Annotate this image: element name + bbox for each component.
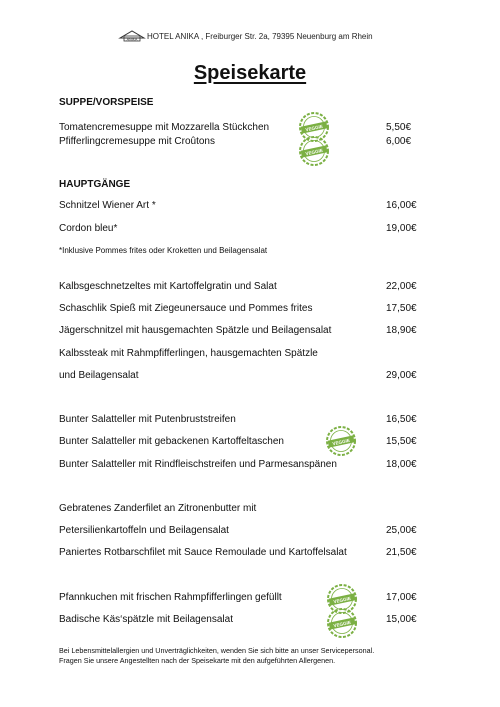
menu-item-price: 19,00€: [386, 223, 417, 234]
svg-text:VEGGIE: VEGGIE: [305, 123, 324, 133]
menu-item-name: Bunter Salatteller mit Rindfleischstreifen und Parmesanspänen: [59, 459, 337, 470]
menu-item-price: 5,50€: [386, 122, 412, 133]
menu-item-price: 17,00€: [386, 592, 417, 603]
menu-item-name: Kalbsgeschnetzeltes mit Kartoffelgratin und Salat: [59, 281, 277, 292]
menu-item-price: 6,00€: [386, 136, 412, 147]
menu-item-price: 15,00€: [386, 614, 417, 625]
menu-item-price: 22,00€: [386, 281, 417, 292]
svg-text:VEGGIE: VEGGIE: [305, 147, 324, 157]
side-note: *Inklusive Pommes frites oder Kroketten und Beilagensalat: [59, 246, 268, 255]
menu-item-price: 29,00€: [386, 370, 417, 381]
section-hauptgaenge: HAUPTGÄNGE: [59, 179, 131, 190]
veggie-badge-icon: [298, 135, 330, 167]
menu-item-name: Pfannkuchen mit frischen Rahmpfifferlingen gefüllt: [59, 592, 282, 603]
menu-item-name: Kalbssteak mit Rahmpfifferlingen, hausgemachten Spätzle: [59, 348, 318, 359]
footer-line: Fragen Sie unsere Angestellten nach der Speisekarte mit den aufgeführten Allergenen.: [59, 656, 336, 665]
footer-line: Bei Lebensmittelallergien und Unverträglichkeiten, wenden Sie sich bitte an unser Servicepersonal.: [59, 646, 375, 655]
allergy-footer: [59, 646, 459, 666]
hotel-header: [118, 30, 373, 42]
veggie-badge-icon: [326, 607, 358, 639]
menu-item-name: Pfifferlingcremesuppe mit Croûtons: [59, 136, 215, 147]
svg-text:ANIKA: ANIKA: [126, 37, 138, 42]
menu-item-name: Petersilienkartoffeln und Beilagensalat: [59, 525, 229, 536]
page-title: Speisekarte: [193, 62, 307, 84]
svg-text:VEGGIE: VEGGIE: [332, 437, 351, 447]
menu-item-price: 17,50€: [386, 303, 417, 314]
menu-item-name: Paniertes Rotbarschfilet mit Sauce Remoulade und Kartoffelsalat: [59, 547, 347, 558]
menu-item-name: Tomatencremesuppe mit Mozzarella Stückchen: [59, 122, 270, 133]
menu-item-price: 18,90€: [386, 325, 417, 336]
svg-text:VEGGIE: VEGGIE: [333, 619, 352, 629]
menu-item-name: Schaschlik Spieß mit Ziegeunersauce und Pommes frites: [59, 303, 313, 314]
menu-item-name: und Beilagensalat: [59, 370, 139, 381]
menu-item-price: 16,50€: [386, 414, 417, 425]
menu-item-price: 18,00€: [386, 459, 417, 470]
veggie-badge-icon: [325, 425, 357, 457]
hotel-address: HOTEL ANIKA , Freiburger Str. 2a, 79395 Neuenburg am Rhein: [147, 31, 373, 41]
menu-item-name: Badische Käs‘spätzle mit Beilagensalat: [59, 614, 233, 625]
menu-item-price: 21,50€: [386, 547, 417, 558]
menu-item-price: 15,50€: [386, 436, 417, 447]
menu-item-name: Cordon bleu*: [59, 223, 118, 234]
hotel-logo-icon: [118, 30, 146, 42]
menu-item-name: Bunter Salatteller mit gebackenen Kartoffeltaschen: [59, 436, 284, 447]
menu-item-name: Bunter Salatteller mit Putenbruststreifen: [59, 414, 236, 425]
section-suppe: SUPPE/VORSPEISE: [59, 97, 154, 108]
svg-text:VEGGIE: VEGGIE: [333, 595, 352, 605]
menu-item-name: Jägerschnitzel mit hausgemachten Spätzle und Beilagensalat: [59, 325, 332, 336]
menu-item-price: 25,00€: [386, 525, 417, 536]
menu-item-name: Schnitzel Wiener Art *: [59, 200, 156, 211]
menu-item-price: 16,00€: [386, 200, 417, 211]
menu-item-name: Gebratenes Zanderfilet an Zitronenbutter mit: [59, 503, 257, 514]
